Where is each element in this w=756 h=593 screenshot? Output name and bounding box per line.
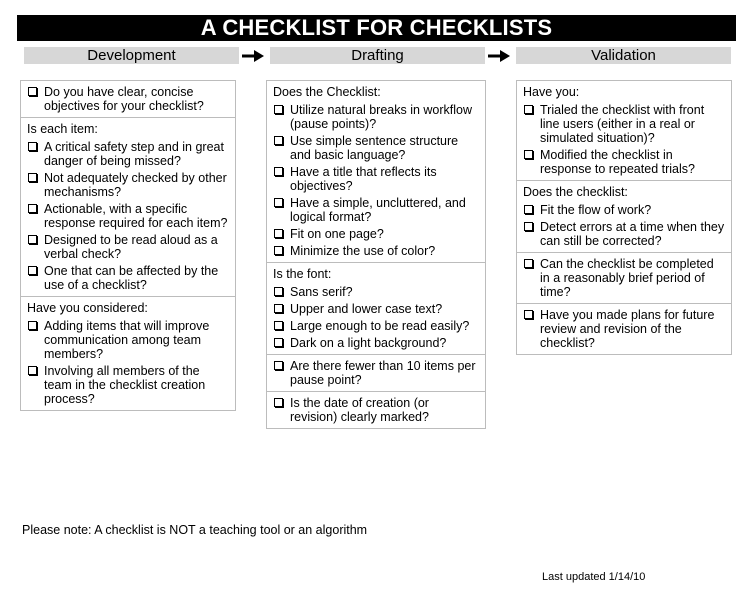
checklist-item-text: Upper and lower case text? [290, 302, 443, 316]
checklist-item-text: Dark on a light background? [290, 336, 447, 350]
checklist-item [27, 233, 229, 261]
section-header: Is each item: [27, 122, 98, 136]
validation-column [516, 80, 732, 355]
checkbox-icon[interactable] [28, 235, 37, 244]
checklist-item [523, 308, 725, 350]
checkbox-icon[interactable] [274, 304, 283, 313]
checklist-item [523, 148, 725, 176]
checkbox-icon[interactable] [28, 366, 37, 375]
checklist-item-text: Designed to be read aloud as a verbal check? [44, 233, 218, 261]
right-arrow-icon [488, 50, 510, 62]
checklist-item-text: Utilize natural breaks in workflow (pause points)? [290, 103, 473, 131]
checklist-item-text: Modified the checklist in response to repeated trials? [540, 148, 695, 176]
footer-note: Please note: A checklist is NOT a teaching tool or an algorithm [22, 523, 368, 537]
checkbox-icon[interactable] [274, 229, 283, 238]
checklist-item-text: Actionable, with a specific response required for each item? [44, 202, 228, 230]
checkbox-icon[interactable] [28, 87, 37, 96]
checkbox-icon[interactable] [274, 321, 283, 330]
section-header: Does the Checklist: [273, 85, 381, 99]
checklist-item [273, 244, 479, 258]
checklist-item [273, 165, 479, 193]
checklist-item [523, 257, 725, 299]
checklist-item [273, 359, 479, 387]
checklist-item [273, 285, 479, 299]
checklist-item-text: Have a simple, uncluttered, and logical format? [290, 196, 466, 224]
checklist-section [21, 296, 235, 410]
checklist-item-text: Detect errors at a time when they can still be corrected? [540, 220, 725, 248]
checklist-item-text: Involving all members of the team in the checklist creation process? [44, 364, 206, 406]
checklist-item [523, 203, 725, 217]
checklist-section [21, 81, 235, 117]
page-title: A CHECKLIST FOR CHECKLISTS [17, 15, 736, 41]
checkbox-icon[interactable] [274, 338, 283, 347]
section-header: Is the font: [273, 267, 332, 281]
checklist-item-text: Fit on one page? [290, 227, 384, 241]
checklist-section [517, 303, 731, 354]
checklist-item-text: Large enough to be read easily? [290, 319, 470, 333]
checklist-section [517, 252, 731, 303]
checklist-item [27, 319, 229, 361]
checkbox-icon[interactable] [28, 173, 37, 182]
checklist-item [27, 140, 229, 168]
checklist-item-text: Fit the flow of work? [540, 203, 652, 217]
checklist-item-text: Do you have clear, concise objectives for your checklist? [44, 85, 204, 113]
checkbox-icon[interactable] [274, 398, 283, 407]
checklist-item [523, 220, 725, 248]
checklist-item [27, 85, 229, 113]
checklist-item-text: Sans serif? [290, 285, 353, 299]
checkbox-icon[interactable] [524, 222, 533, 231]
checklist-item [273, 336, 479, 350]
checkbox-icon[interactable] [28, 204, 37, 213]
checkbox-icon[interactable] [274, 287, 283, 296]
checklist-section [267, 81, 485, 262]
checkbox-icon[interactable] [28, 142, 37, 151]
checkbox-icon[interactable] [524, 105, 533, 114]
checklist-item-text: Use simple sentence structure and basic language? [290, 134, 459, 162]
checklist-section [267, 354, 485, 391]
checkbox-icon[interactable] [28, 266, 37, 275]
section-header: Have you: [523, 85, 580, 99]
checklist-item [27, 364, 229, 406]
right-arrow-icon [242, 50, 264, 62]
checkbox-icon[interactable] [274, 167, 283, 176]
checkbox-icon[interactable] [274, 105, 283, 114]
checklist-section [517, 180, 731, 252]
checkbox-icon[interactable] [524, 259, 533, 268]
checklist-item [27, 171, 229, 199]
checklist-item-text: Not adequately checked by other mechanisms? [44, 171, 227, 199]
section-header: Have you considered: [27, 301, 148, 315]
checkbox-icon[interactable] [274, 361, 283, 370]
checklist-section [267, 391, 485, 428]
phase-development: Development [24, 47, 239, 64]
checklist-item [273, 302, 479, 316]
checkbox-icon[interactable] [524, 150, 533, 159]
checklist-section [267, 262, 485, 354]
checklist-item [273, 134, 479, 162]
checklist-item-text: Are there fewer than 10 items per pause point? [290, 359, 476, 387]
checklist-item-text: Can the checklist be completed in a reasonably brief period of time? [540, 257, 714, 299]
checklist-section [21, 117, 235, 296]
section-header: Does the checklist: [523, 185, 628, 199]
checkbox-icon[interactable] [274, 198, 283, 207]
checkbox-icon[interactable] [274, 136, 283, 145]
phase-validation: Validation [516, 47, 731, 64]
phase-drafting: Drafting [270, 47, 485, 64]
checkbox-icon[interactable] [274, 246, 283, 255]
checklist-item-text: Adding items that will improve communication among team members? [44, 319, 210, 361]
last-updated: Last updated 1/14/10 [542, 571, 646, 583]
checklist-item [523, 103, 725, 145]
checklist-item [273, 227, 479, 241]
checklist-item-text: One that can be affected by the use of a checklist? [44, 264, 219, 292]
checklist-item [273, 319, 479, 333]
checkbox-icon[interactable] [524, 205, 533, 214]
drafting-column [266, 80, 486, 429]
checklist-item-text: Minimize the use of color? [290, 244, 436, 258]
checklist-section [517, 81, 731, 180]
checklist-item [27, 264, 229, 292]
checklist-item [27, 202, 229, 230]
checklist-item-text: Have you made plans for future review and revision of the checklist? [540, 308, 715, 350]
development-column [20, 80, 236, 411]
checklist-item [273, 396, 479, 424]
checklist-item-text: Have a title that reflects its objectives? [290, 165, 437, 193]
checklist-item [273, 103, 479, 131]
checklist-item [273, 196, 479, 224]
checklist-item-text: Is the date of creation (or revision) clearly marked? [290, 396, 429, 424]
checkbox-icon[interactable] [524, 310, 533, 319]
checkbox-icon[interactable] [28, 321, 37, 330]
checklist-item-text: A critical safety step and in great danger of being missed? [44, 140, 224, 168]
checklist-item-text: Trialed the checklist with front line users (either in a real or simulated situation)? [540, 103, 705, 145]
